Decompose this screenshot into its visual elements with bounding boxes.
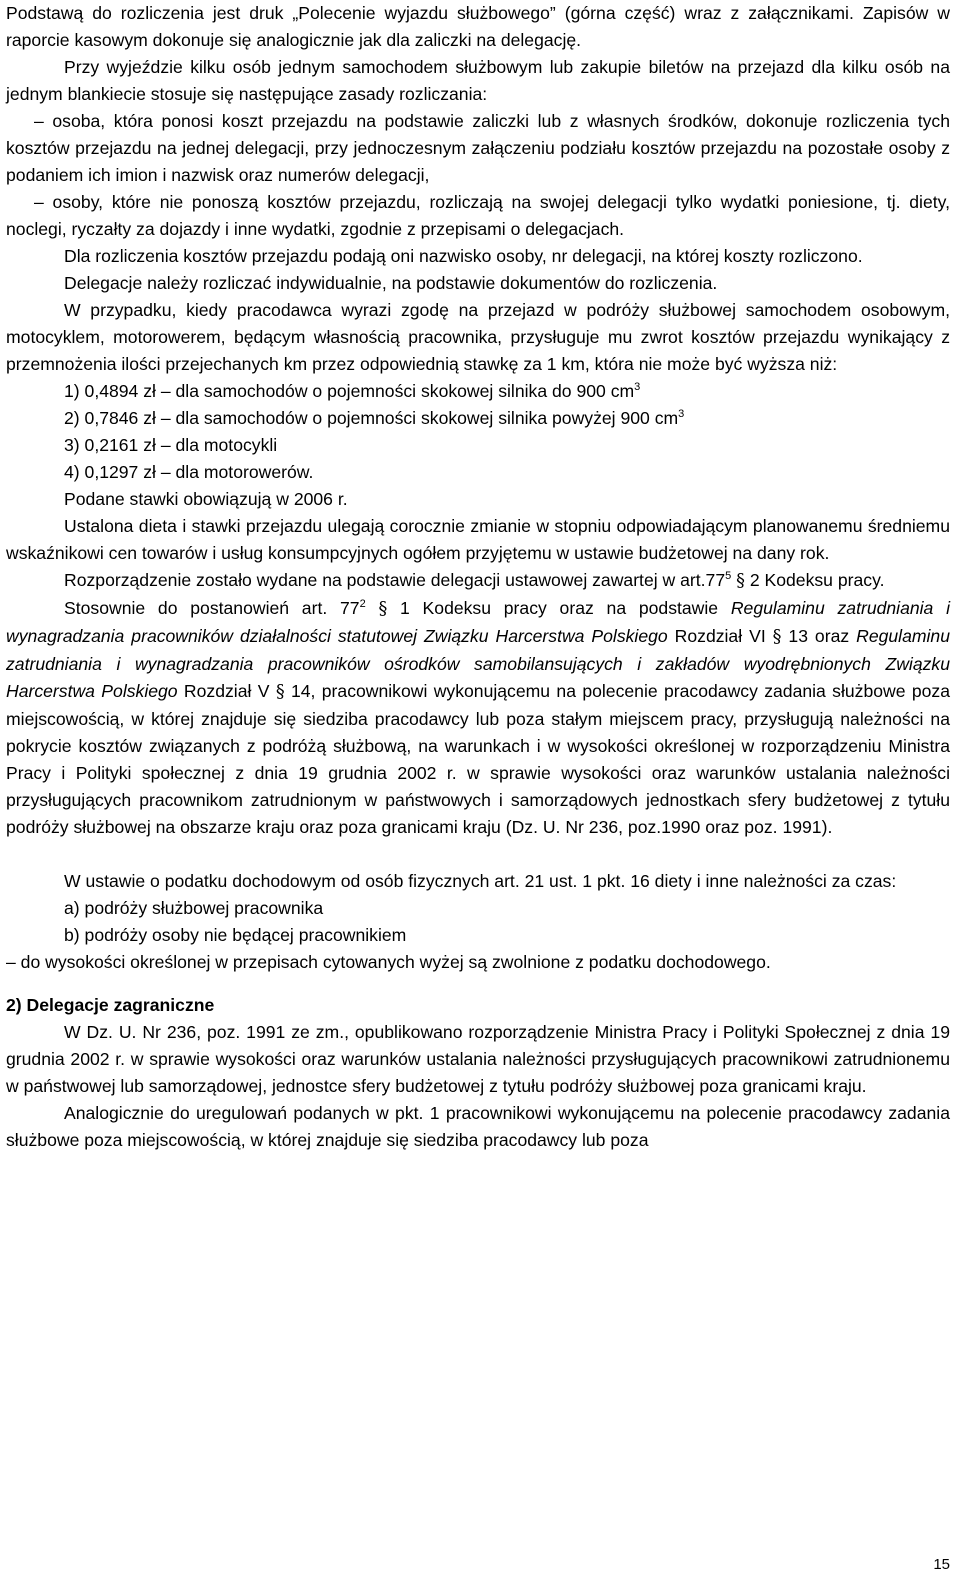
paragraph-income-tax: W ustawie o podatku dochodowym od osób fizycznych art. 21 ust. 1 pkt. 16 diety i inne należności za czas:	[64, 871, 897, 891]
rate-item-1: 1) 0,4894 zł – dla samochodów o pojemności skokowej silnika do 900 $cm^3$	[64, 381, 641, 401]
paragraph-settlement-info: Dla rozliczenia kosztów przejazdu podają oni nazwisko osoby, nr delegacji, na której koszty rozliczono.	[64, 246, 863, 266]
paragraph-foreign-regulation: W Dz. U. Nr 236, poz. 1991 ze zm., opublikowano rozporządzenie Ministra Pracy i Polityki Społecznej z dnia 19 grudnia 2002 r. w sprawie wysokości oraz warunków ustalania należności przysługujących pracownikowi zatrudnionemu w państwowej lub samorządowej, jednostce sfery budżetowej z tytułu podróży służbowej poza granicami kraju.	[6, 1022, 950, 1096]
paragraph-settlement-basis: Podstawą do rozliczenia jest druk „Polecenie wyjazdu służbowego” (górna część) wraz z załącznikami. Zapisów w raporcie kasowym dokonuje się analogicznie jak dla zaliczki na delegację.	[6, 3, 950, 50]
rule-cost-bearer: – osoba, która ponosi koszt przejazdu na podstawie zaliczki lub z własnych środków, dokonuje rozliczenia tych kosztów przejazdu na jednej delegacji, przy jednoczesnym załączeniu podziału kosztów przejazdu na pozostałe osoby z podaniem ich imion i nazwisk oraz numerów delegacji,	[6, 111, 950, 185]
tax-exemption-note: – do wysokości określonej w przepisach cytowanych wyżej są zwolnione z podatku dochodowego.	[6, 952, 771, 972]
rate-item-2: 2) 0,7846 zł – dla samochodów o pojemności skokowej silnika powyżej 900 $cm^3$	[64, 408, 685, 428]
paragraph-individual: Delegacje należy rozliczać indywidualnie, na podstawie dokumentów do rozliczenia.	[64, 273, 718, 293]
paragraph-private-vehicle: W przypadku, kiedy pracodawca wyrazi zgodę na przejazd w podróży służbowej samochodem osobowym, motocyklem, motorowerem, będącym własnością pracownika, przysługuje mu zwrot kosztów przejazdu wynikający z przemnożenia ilości przejechanych km przez odpowiednią stawkę za 1 km, która nie może być wyższa niż:	[6, 300, 950, 374]
spacer	[6, 976, 950, 988]
paragraph-rates-change: Ustalona dieta i stawki przejazdu ulegają corocznie zmianie w stopniu odpowiadającym planowanemu średniemu wskaźnikowi cen towarów i usług konsumpcyjnych ogółem przyjętemu w ustawie budżetowej na dany rok.	[6, 516, 950, 563]
list-item-a: a) podróży służbowej pracownika	[64, 898, 324, 918]
rate-item-4: 4) 0,1297 zł – dla motorowerów.	[64, 462, 314, 482]
document-page	[6, 0, 950, 1154]
rule-non-bearers: – osoby, które nie ponoszą kosztów przejazdu, rozliczają na swojej delegacji tylko wydatki poniesione, tj. diety, noclegi, ryczałty za dojazdy i inne wydatki, zgodnie z przepisami o delegacjach.	[6, 192, 950, 239]
section-heading-foreign: 2) Delegacje zagraniczne	[6, 995, 215, 1015]
paragraph-rates-year: Podane stawki obowiązują w 2006 r.	[64, 489, 348, 509]
paragraph-statute-provisions: Stosownie do postanowień art. $77^2$ § 1 Kodeksu pracy oraz na podstawie Regulaminu zatrudniania i wynagradzania pracowników działalności statutowej Związku Harcerstwa Polskiego Rozdział VI § 13 oraz Regulaminu zatrudniania i wynagradzania pracowników ośrodków samobilansujących i zakładów wyodrębnionych Związku Harcerstwa Polskiego Rozdział V § 14, pracownikowi wykonującemu na polecenie pracodawcy zadania służbowe poza miejscowością, w której znajduje się siedziba pracodawcy lub poza stałym miejscem pracy, przysługują należności na pokrycie kosztów związanych z podróżą służbową, na warunkach i w wysokości określonej w rozporządzeniu Ministra Pracy i Polityki społecznej z dnia 19 grudnia 2002 r. w sprawie wysokości oraz warunków ustalania należności przysługujących pracownikom zatrudnionym w państwowych i samorządowych jednostkach sfery budżetowej z tytułu podróży służbowej na obszarze kraju oraz poza granicami kraju (Dz. U. Nr 236, poz.1990 oraz poz. 1991).	[6, 598, 951, 837]
paragraph-regulation-basis: Rozporządzenie zostało wydane na podstawie delegacji ustawowej zawartej w $art.77^5$ § 2 Kodeksu pracy.	[64, 570, 885, 591]
list-item-b: b) podróży osoby nie będącej pracownikiem	[64, 925, 407, 945]
rate-item-3: 3) 0,2161 zł – dla motocykli	[64, 435, 278, 455]
paragraph-group-travel: Przy wyjeździe kilku osób jednym samochodem służbowym lub zakupie biletów na przejazd dla kilku osób na jednym blankiecie stosuje się następujące zasady rozliczania:	[6, 57, 950, 104]
spacer	[6, 841, 950, 868]
page-number: 15	[933, 1556, 950, 1573]
paragraph-foreign-analogy: Analogicznie do uregulowań podanych w pkt. 1 pracownikowi wykonującemu na polecenie pracodawcy zadania służbowe poza miejscowością, w której znajduje się siedziba pracodawcy lub poza	[6, 1103, 950, 1150]
